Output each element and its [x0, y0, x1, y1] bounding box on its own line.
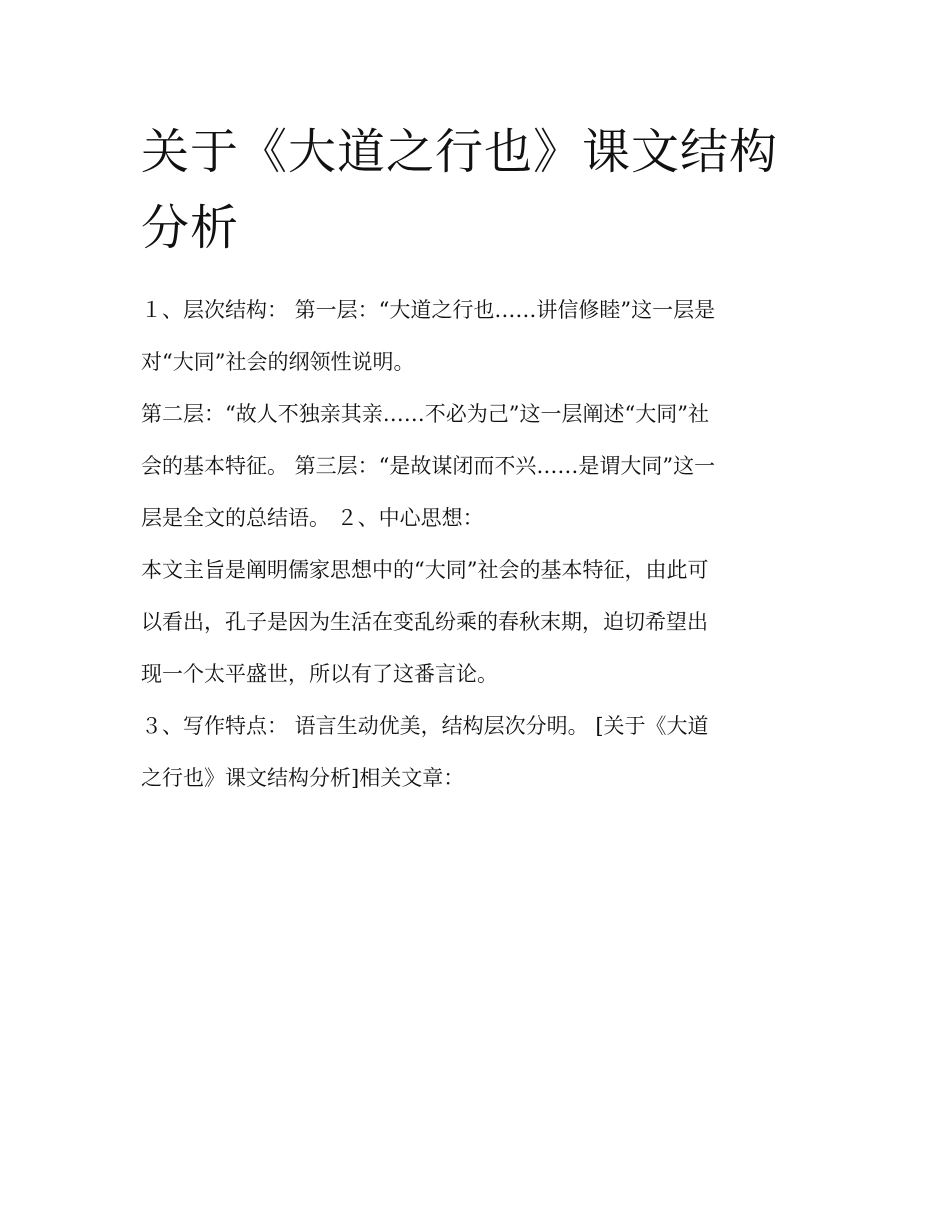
body-line: 现一个太平盛世，所以有了这番言论。 — [141, 662, 498, 686]
body-line: 会的基本特征。 第三层：“是故谋闭而不兴……是谓大同”这一 — [141, 454, 716, 478]
body-line: １、层次结构： 第一层：“大道之行也……讲信修睦”这一层是 — [141, 298, 716, 322]
document-title: 关于《大道之行也》课文结构分析 — [141, 124, 779, 256]
body-line: 本文主旨是阐明儒家思想中的“大同”社会的基本特征，由此可 — [141, 558, 709, 582]
body-line: 之行也》课文结构分析]相关文章： — [141, 766, 465, 790]
body-line: 第二层：“故人不独亲其亲……不必为己”这一层阐述“大同”社 — [141, 402, 709, 426]
body-line: 以看出，孔子是因为生活在变乱纷乘的春秋末期，迫切希望出 — [141, 610, 708, 634]
body-line: 对“大同”社会的纲领性说明。 — [141, 350, 415, 374]
document-body — [141, 284, 813, 804]
document-content — [141, 114, 813, 804]
body-line: ３、写作特点： 语言生动优美，结构层次分明。 [关于《大道 — [141, 714, 709, 738]
body-line: 层是全文的总结语。 ２、中心思想： — [141, 506, 484, 530]
